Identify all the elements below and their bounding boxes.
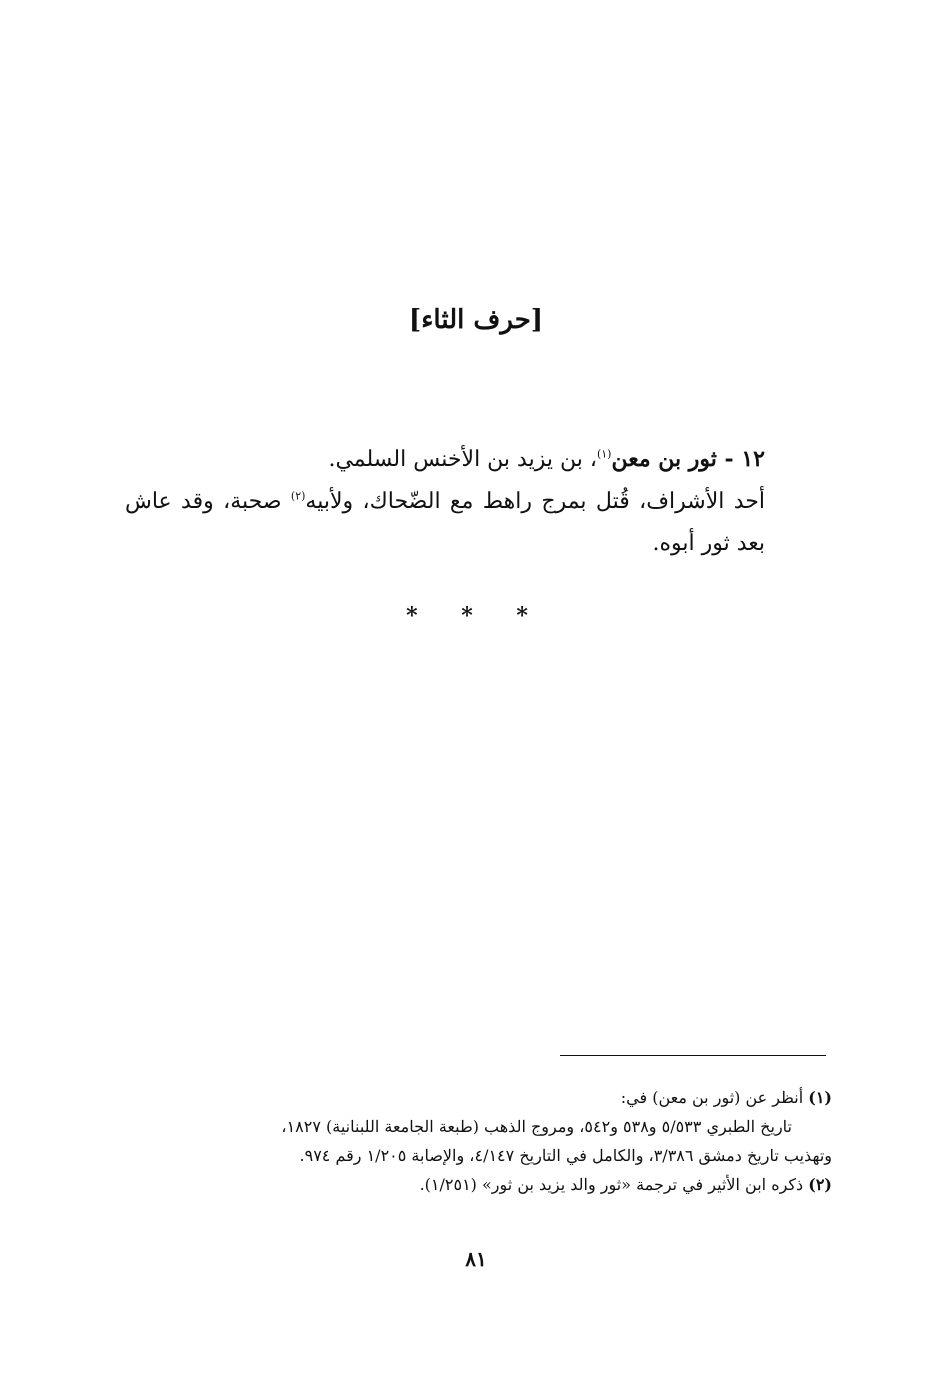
footnote-1-line2: وتهذيب تاريخ دمشق ٣/٣٨٦، والكامل في التاريخ ٤/١٤٧، والإصابة ١/٢٠٥ رقم ٩٧٤. (299, 1146, 832, 1165)
footnotes (140, 1083, 832, 1199)
footnote-1-label: (١) (808, 1088, 832, 1107)
entry-heading-line (125, 438, 765, 481)
footnote-1-line1: تاريخ الطبري ٥/٥٣٣ و٥٣٨ و٥٤٢، ومروج الذهب (طبعة الجامعة اللبنانية) ١٨٢٧، (281, 1117, 792, 1136)
footnote-1-intro-text: أنظر عن (ثور بن معن) في: (620, 1088, 804, 1107)
footnote-divider (560, 1055, 826, 1056)
footnote-2 (140, 1170, 832, 1199)
entry-12 (125, 438, 765, 565)
entry-number-name: ١٢ - ثور بن معن (611, 446, 765, 472)
footnote-marker-2: (٢) (290, 489, 306, 503)
entry-body-part2: صحبة، وقد عاش بعد ثور أبوه. (125, 489, 765, 556)
section-separator: * * * (406, 603, 546, 629)
entry-body-part1: أحد الأشراف، قُتل بمرج راهط مع الضّحاك، ولأبيه (305, 489, 765, 514)
entry-lineage: ، بن يزيد بن الأخنس السلمي. (328, 447, 597, 472)
chapter-heading: [حرف الثاء] (408, 305, 544, 335)
footnote-1-intro (140, 1083, 832, 1112)
page-number: ٨١ (465, 1247, 487, 1271)
footnote-2-text: ذكره ابن الأثير في ترجمة «ثور والد يزيد بن ثور» (١/٢٥١). (419, 1175, 804, 1194)
entry-body (125, 481, 765, 565)
footnote-marker-1: (١) (596, 447, 612, 461)
footnote-2-label: (٢) (808, 1175, 832, 1194)
